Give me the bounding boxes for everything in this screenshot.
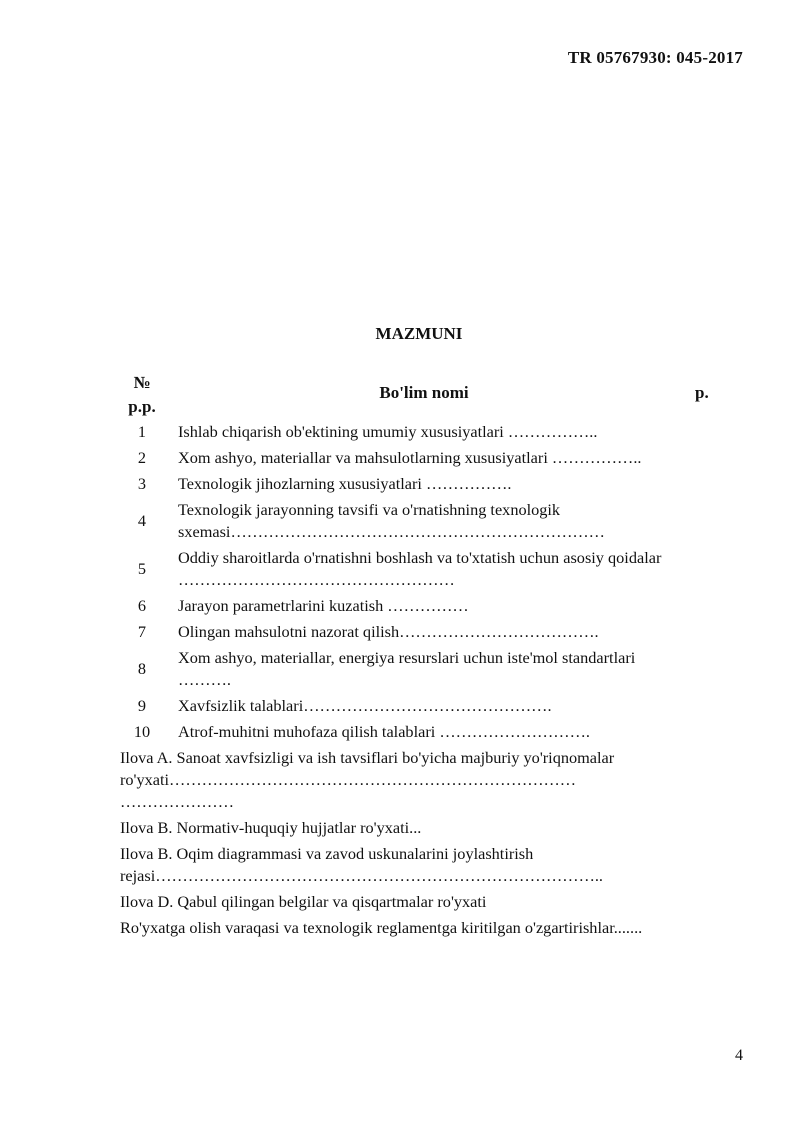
toc-row-text: Atrof-muhitni muhofaza qilish talablari ………………………. (178, 722, 590, 741)
toc-row[interactable] (120, 621, 680, 643)
toc-row-number: 5 (137, 559, 147, 578)
toc-row-number: 8 (137, 659, 147, 678)
toc-row-number: 9 (137, 696, 147, 715)
toc-row-number: 3 (137, 474, 147, 493)
toc-row-text: Xom ashyo, materiallar, energiya resurslari uchun iste'mol standartlari ………. (178, 648, 636, 689)
annex-entry[interactable]: Ilova A. Sanoat xavfsizligi va ish tavsiflari bo'yicha majburiy yo'riqnomalar ro'yxati………………………………………………………………… ………………… (120, 748, 615, 811)
toc-row[interactable] (120, 473, 680, 495)
toc-row[interactable] (120, 647, 680, 691)
toc-row-number: 2 (137, 448, 147, 467)
toc-row-number: 10 (133, 722, 151, 741)
toc-row[interactable] (120, 595, 680, 617)
toc-row-number: 1 (137, 422, 147, 441)
column-header-page: p. (695, 383, 709, 402)
column-header-section-name: Bo'lim nomi (379, 383, 469, 402)
document-code: TR 05767930: 045-2017 (567, 48, 743, 67)
toc-row-text: Jarayon parametrlarini kuzatish …………… (178, 596, 469, 615)
toc-row[interactable] (120, 721, 680, 743)
annex-entry[interactable]: Ilova D. Qabul qilingan belgilar va qisqartmalar ro'yxati (120, 892, 487, 911)
column-header-number: № p.p. (128, 373, 156, 416)
toc-row[interactable] (120, 499, 680, 543)
annex-entry[interactable]: Ilova B. Oqim diagrammasi va zavod uskunalarini joylashtirish rejasi……………………………………………………………………….. (120, 844, 603, 885)
page-number: 4 (735, 1047, 743, 1064)
toc-list (120, 421, 680, 943)
annex-entry[interactable]: Ilova B. Normativ-huquqiy hujjatlar ro'yxati... (120, 818, 422, 837)
toc-row-text: Xavfsizlik talablari………………………………………. (178, 696, 552, 715)
toc-row-text: Oddiy sharoitlarda o'rnatishni boshlash va to'xtatish uchun asosiy qoidalar …………………………………………… (178, 548, 662, 589)
toc-row-text: Texnologik jihozlarning xususiyatlari ……………. (178, 474, 512, 493)
toc-title: MAZMUNI (375, 324, 463, 343)
toc-row-text: Olingan mahsulotni nazorat qilish………………………………. (178, 622, 599, 641)
annex-entry[interactable]: Ro'yxatga olish varaqasi va texnologik reglamentga kiritilgan o'zgartirishlar....... (120, 918, 643, 937)
toc-row-text: Xom ashyo, materiallar va mahsulotlarning xususiyatlari …………….. (178, 448, 642, 467)
toc-row[interactable] (120, 421, 680, 443)
toc-row-number: 4 (137, 511, 147, 530)
toc-row-number: 7 (137, 622, 147, 641)
toc-row-number: 6 (137, 596, 147, 615)
toc-row[interactable] (120, 695, 680, 717)
toc-row[interactable] (120, 547, 680, 591)
toc-row-text: Ishlab chiqarish ob'ektining umumiy xususiyatlari …………….. (178, 422, 598, 441)
toc-row[interactable] (120, 447, 680, 469)
toc-row-text: Texnologik jarayonning tavsifi va o'rnatishning texnologik sxemasi…………………………………………………………… (178, 500, 605, 541)
